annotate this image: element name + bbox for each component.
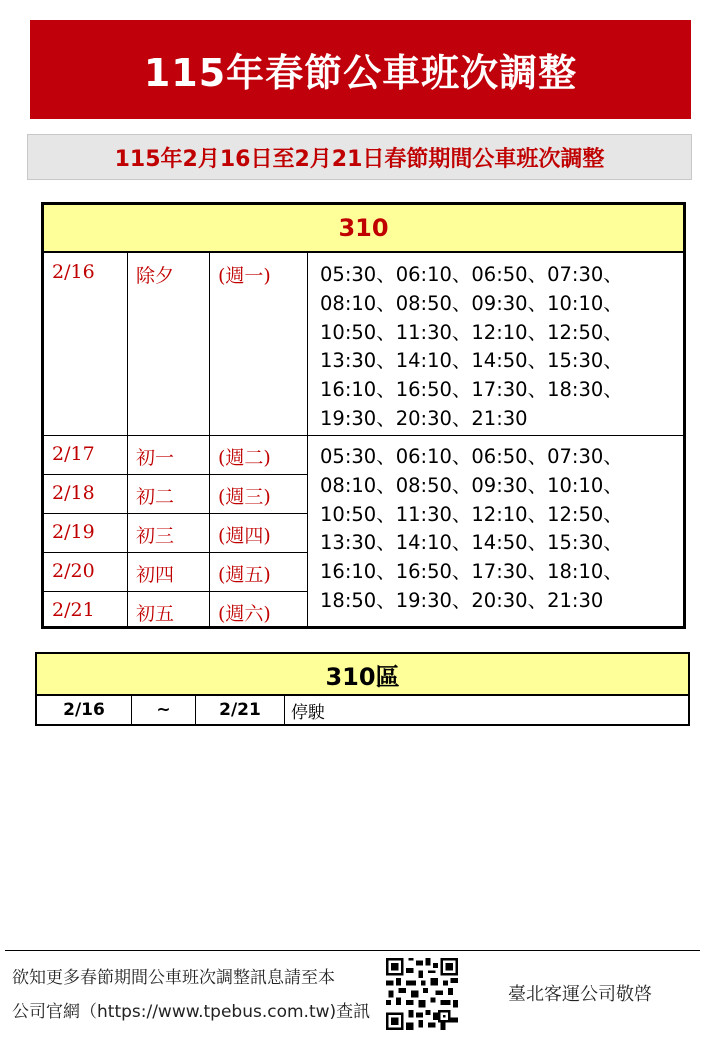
date-cell: 2/19 [52, 521, 95, 543]
grid-line [284, 696, 285, 724]
holiday-name-cell: 初一 [136, 447, 175, 469]
grid-line [44, 435, 683, 436]
page-subtitle: 115年2月16日至2月21日春節期間公車班次調整 [27, 134, 692, 180]
schedule-times [320, 437, 623, 616]
weekday-cell: (週二) [218, 447, 271, 469]
holiday-name-cell: 初五 [136, 603, 175, 625]
schedule-line: 13:30、14:10、14:50、15:30、 [320, 531, 623, 555]
holiday-name-cell: 初四 [136, 564, 175, 586]
schedule-times [320, 255, 623, 434]
date-cell: 2/17 [52, 443, 95, 465]
route-310q-table [35, 652, 690, 726]
weekday-cell: (週六) [218, 603, 271, 625]
schedule-line: 18:50、19:30、20:30、21:30 [320, 588, 604, 612]
schedule-line: 19:30、20:30、21:30 [320, 406, 528, 430]
date-cell: 2/20 [52, 560, 95, 582]
schedule-line: 13:30、14:10、14:50、15:30、 [320, 349, 623, 373]
grid-line [44, 513, 307, 514]
status-cell: 停駛 [291, 702, 325, 723]
weekday-cell: (週三) [218, 486, 271, 508]
weekday-cell: (週五) [218, 564, 271, 586]
holiday-name-cell: 初三 [136, 525, 175, 547]
schedule-line: 08:10、08:50、09:30、10:10、 [320, 291, 623, 315]
route-310q-header: 310區 [37, 654, 688, 696]
grid-line [44, 591, 307, 592]
date-cell: 2/18 [52, 482, 95, 504]
holiday-name-cell: 初二 [136, 486, 175, 508]
schedule-line: 16:10、16:50、17:30、18:30、 [320, 378, 623, 402]
route-310-header: 310 [44, 205, 683, 253]
weekday-cell: (週四) [218, 525, 271, 547]
date-cell: 2/21 [52, 599, 95, 621]
schedule-line: 10:50、11:30、12:10、12:50、 [320, 320, 623, 344]
route-310-table [41, 202, 686, 629]
grid-line [44, 474, 307, 475]
schedule-line: 05:30、06:10、06:50、07:30、 [320, 263, 623, 286]
range-separator: ~ [156, 700, 171, 720]
company-signature: 臺北客運公司敬啓 [508, 984, 652, 1005]
schedule-line: 05:30、06:10、06:50、07:30、 [320, 445, 623, 468]
grid-line [44, 552, 307, 553]
schedule-line: 08:10、08:50、09:30、10:10、 [320, 473, 623, 497]
schedule-line: 16:10、16:50、17:30、18:10、 [320, 560, 623, 584]
qr-code-icon[interactable] [386, 958, 458, 1030]
footer-divider [5, 950, 700, 951]
holiday-name-cell: 除夕 [136, 265, 175, 287]
end-date-cell: 2/21 [219, 700, 261, 720]
weekday-cell: (週一) [218, 265, 271, 287]
page-title: 115年春節公車班次調整 [30, 20, 691, 119]
date-cell: 2/16 [52, 261, 95, 283]
grid-line [307, 253, 308, 626]
footer-line-2[interactable]: 公司官網（https://www.tpebus.com.tw)查訊 [12, 1002, 371, 1022]
schedule-line: 10:50、11:30、12:10、12:50、 [320, 502, 623, 526]
start-date-cell: 2/16 [63, 700, 105, 720]
footer-line-1: 欲知更多春節期間公車班次調整訊息請至本 [12, 968, 335, 988]
